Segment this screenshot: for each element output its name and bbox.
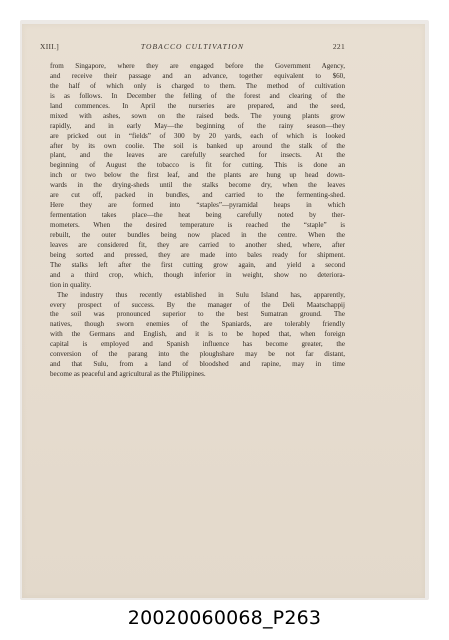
text-line: mometers. When the desired temperature is reached the “staple” is xyxy=(50,221,345,229)
text-line: after by its own coolie. The soil is banked up around the stalk of the xyxy=(50,141,345,150)
text-line: every prospect of success. By the manager of the Deli Maatschappij xyxy=(50,300,345,309)
text-line: are pricked out in “fields” of 300 by 20 yards, each of which is looked xyxy=(50,131,345,140)
text-line: and that Sulu, from a land of bloodshed and rapine, may in time xyxy=(50,360,345,369)
text-line: rebuilt, the outer bundles being now placed in the centre. When the xyxy=(50,230,345,239)
text-line: being sorted and pressed, they are made into bales ready for shipment. xyxy=(50,250,345,259)
text-line: inch or two below the first leaf, and the plants are hung up head down- xyxy=(50,171,345,180)
text-line: The stalks left after the first cutting grow again, and yield a second xyxy=(50,260,345,269)
text-line: rapidly, and in early May—the beginning of the rainy season—they xyxy=(50,121,345,130)
chapter-number: XIII.] xyxy=(40,42,60,51)
running-head xyxy=(40,42,345,54)
text-line: from Singapore, where they are engaged before the Government Agency, xyxy=(50,62,345,70)
text-line: The industry thus recently established in Sulu Island has, apparently, xyxy=(57,290,345,299)
text-line: Here they are formed into “staples”—pyramidal heaps in which xyxy=(50,201,345,210)
image-caption: 20020060068_P263 xyxy=(127,607,322,629)
text-line: capital is employed and Spanish influence has become greater, the xyxy=(50,340,345,349)
body-text xyxy=(50,62,345,380)
text-line: land commences. In April the nurseries are prepared, and the seed, xyxy=(50,101,345,110)
text-line: mixed with ashes, sown on the raised beds. The young plants grow xyxy=(50,111,345,120)
text-line: and a third crop, which, though inferior in weight, show no deteriora- xyxy=(50,270,345,279)
text-line: is as follows. In December the felling of the forest and clearing of the xyxy=(50,91,345,100)
text-line: plant, and the leaves are carefully searched for insects. At the xyxy=(50,151,345,160)
text-line: conversion of the parang into the ploughshare may be not far distant, xyxy=(50,350,345,359)
text-line: the soil was pronounced superior to the best Sumatran ground. The xyxy=(50,310,345,319)
page-number: 221 xyxy=(332,42,345,51)
text-line: the half of which only is charged to them. The method of cultivation xyxy=(50,81,345,90)
text-line: with the Germans and English, and it is to be hoped that, when foreign xyxy=(50,330,345,339)
text-line: tion in quality. xyxy=(50,280,92,289)
text-line: and receive their passage and an advance, together equivalent to $60, xyxy=(50,71,345,80)
text-line: are cut off, packed in bundles, and carried to the fermenting-shed. xyxy=(50,191,345,200)
running-title: TOBACCO CULTIVATION xyxy=(140,42,245,51)
text-line: natives, though sworn enemies of the Spaniards, are tolerably friendly xyxy=(50,320,345,329)
text-line: become as peaceful and agricultural as the Philippines. xyxy=(50,370,206,379)
text-line: wards in the drying-sheds until the stalks become dry, when the leaves xyxy=(50,181,345,190)
text-line: leaves are considered fit, they are carried to another shed, where, after xyxy=(50,240,345,249)
text-line: beginning of August the tobacco is fit for cutting. This is done an xyxy=(50,161,345,170)
text-line: fermentation takes place—the heat being carefully noted by ther- xyxy=(50,211,345,220)
